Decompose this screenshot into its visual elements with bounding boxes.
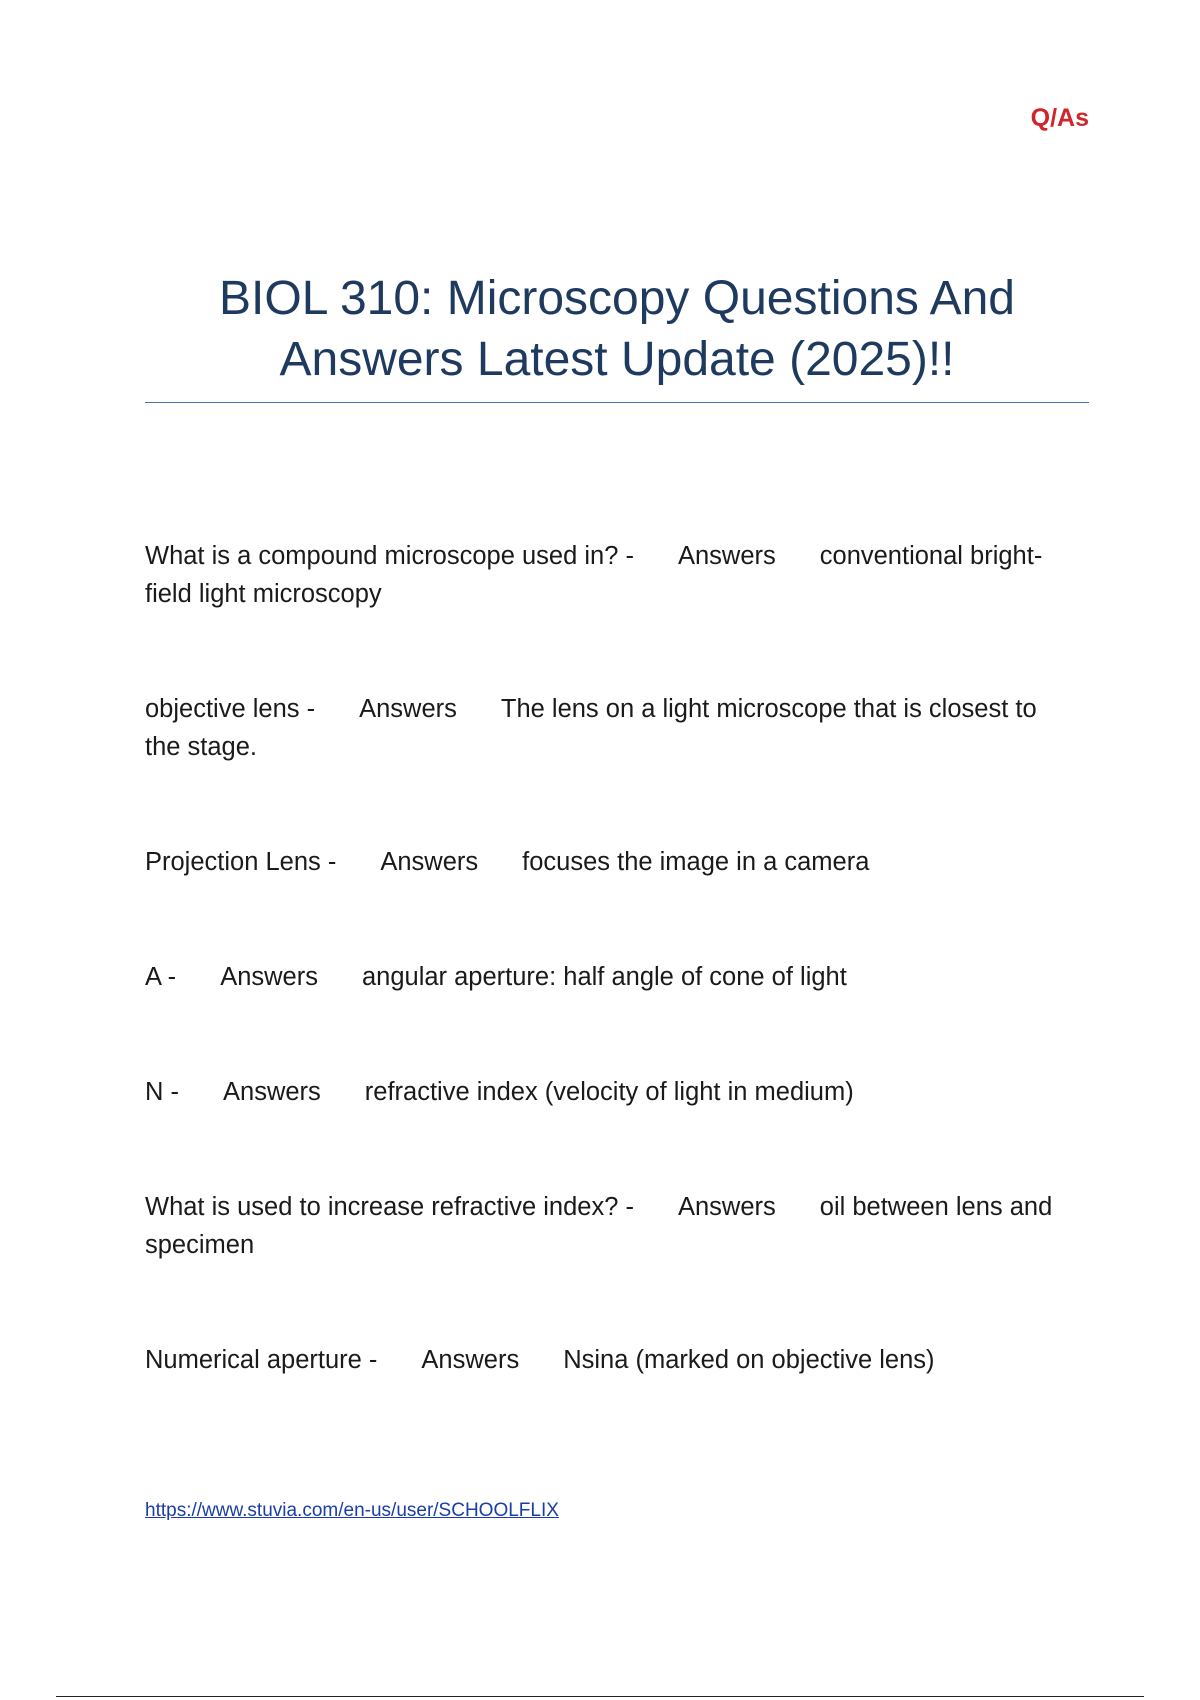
question-text: objective lens - [145, 695, 316, 723]
qa-item [145, 958, 1065, 996]
answer-text: focuses the image in a camera [522, 848, 870, 876]
question-text: A - [145, 963, 177, 991]
answer-text: refractive index (velocity of light in medium) [364, 1078, 854, 1106]
question-text: What is used to increase refractive index? - [145, 1193, 634, 1221]
answers-label: Answers [223, 1078, 321, 1106]
answer-text: oil between lens and specimen [145, 1193, 1053, 1259]
question-text: N - [145, 1078, 179, 1106]
qa-item [145, 843, 1065, 881]
answers-label: Answers [677, 1193, 776, 1221]
answers-label: Answers [359, 695, 457, 723]
qa-tag: Q/As [1030, 104, 1089, 132]
page-bottom-rule [56, 1696, 1144, 1697]
answers-label: Answers [380, 848, 479, 876]
qa-item [145, 1341, 1065, 1379]
answers-label: Answers [421, 1346, 520, 1374]
title-block [145, 268, 1089, 403]
qa-item [145, 1073, 1065, 1111]
title-underline [145, 402, 1089, 403]
question-text: Numerical aperture - [145, 1346, 378, 1374]
answer-text: angular aperture: half angle of cone of light [361, 963, 847, 991]
qa-item [145, 690, 1065, 766]
answers-label: Answers [220, 963, 318, 991]
document-title: BIOL 310: Microscopy Questions And Answers Latest Update (2025)!! [219, 272, 1015, 386]
question-text: Projection Lens - [145, 848, 337, 876]
answers-label: Answers [677, 542, 776, 570]
qa-item [145, 537, 1065, 613]
answer-text: The lens on a light microscope that is closest to the stage. [145, 695, 1037, 761]
stuvia-profile-link[interactable]: https://www.stuvia.com/en-us/user/SCHOOLFLIX [145, 1500, 559, 1521]
qa-item [145, 1188, 1065, 1264]
answer-text: Nsina (marked on objective lens) [563, 1346, 935, 1374]
question-text: What is a compound microscope used in? - [145, 542, 634, 570]
answer-text: conventional bright-field light microscopy [145, 542, 1043, 608]
